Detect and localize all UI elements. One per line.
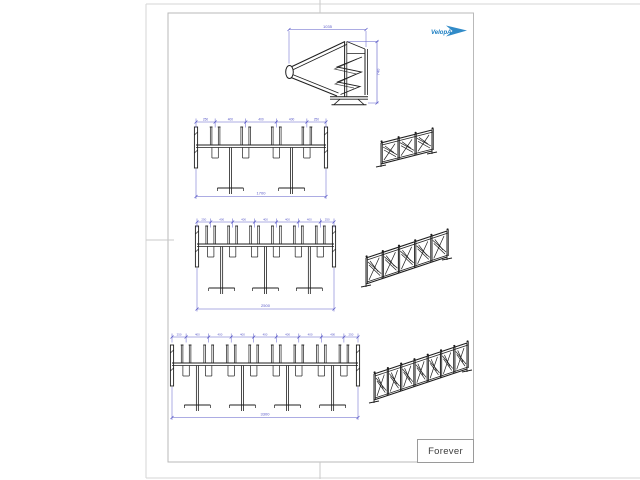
front-view-4-places: [194, 117, 327, 199]
dim-label: 400: [285, 217, 290, 222]
side-view-height-dim: 740: [375, 68, 381, 76]
dim-label: 400: [262, 332, 268, 337]
perspective-view-6-places: [361, 228, 452, 287]
dim-label: 400: [330, 332, 336, 337]
dim-label: 400: [241, 217, 246, 222]
dim-label: 400: [306, 217, 312, 222]
velopa-logo: [431, 26, 467, 37]
dim-label: 250: [202, 117, 209, 122]
dim-label: 250: [313, 117, 320, 122]
perspective-view-8-places: [369, 340, 472, 403]
dim-label: 400: [194, 332, 200, 337]
side-view-drawing: [286, 24, 381, 105]
title-block: [417, 439, 474, 463]
paper-edge-lines: [146, 4, 640, 478]
title-block-label: Forever: [428, 445, 463, 457]
dim-label: 400: [258, 117, 264, 122]
dim-label: 250: [176, 332, 182, 337]
dim-label: 400: [263, 217, 268, 222]
logo-text: VelopA: [431, 30, 452, 36]
perspective-view-4-places: [376, 127, 437, 167]
dim-label: 400: [307, 332, 313, 337]
dim-label: 400: [219, 217, 225, 222]
overall-dim-label: 1700: [256, 190, 266, 196]
dim-label: 400: [288, 117, 295, 122]
dim-label: 400: [227, 117, 234, 122]
generated-views: [170, 117, 472, 420]
dim-label: 250: [348, 332, 354, 337]
dim-label: 400: [285, 332, 290, 337]
overall-dim-label: 3300: [260, 411, 270, 417]
dim-label: 400: [217, 332, 223, 337]
front-view-8-places: [170, 332, 359, 420]
overall-dim-label: 2500: [261, 303, 270, 309]
dim-label: 400: [240, 332, 245, 337]
side-view-width-dim: 1035: [323, 23, 332, 29]
front-view-6-places: [195, 217, 335, 311]
dim-label: 250: [201, 217, 207, 222]
dim-label: 250: [324, 217, 330, 222]
